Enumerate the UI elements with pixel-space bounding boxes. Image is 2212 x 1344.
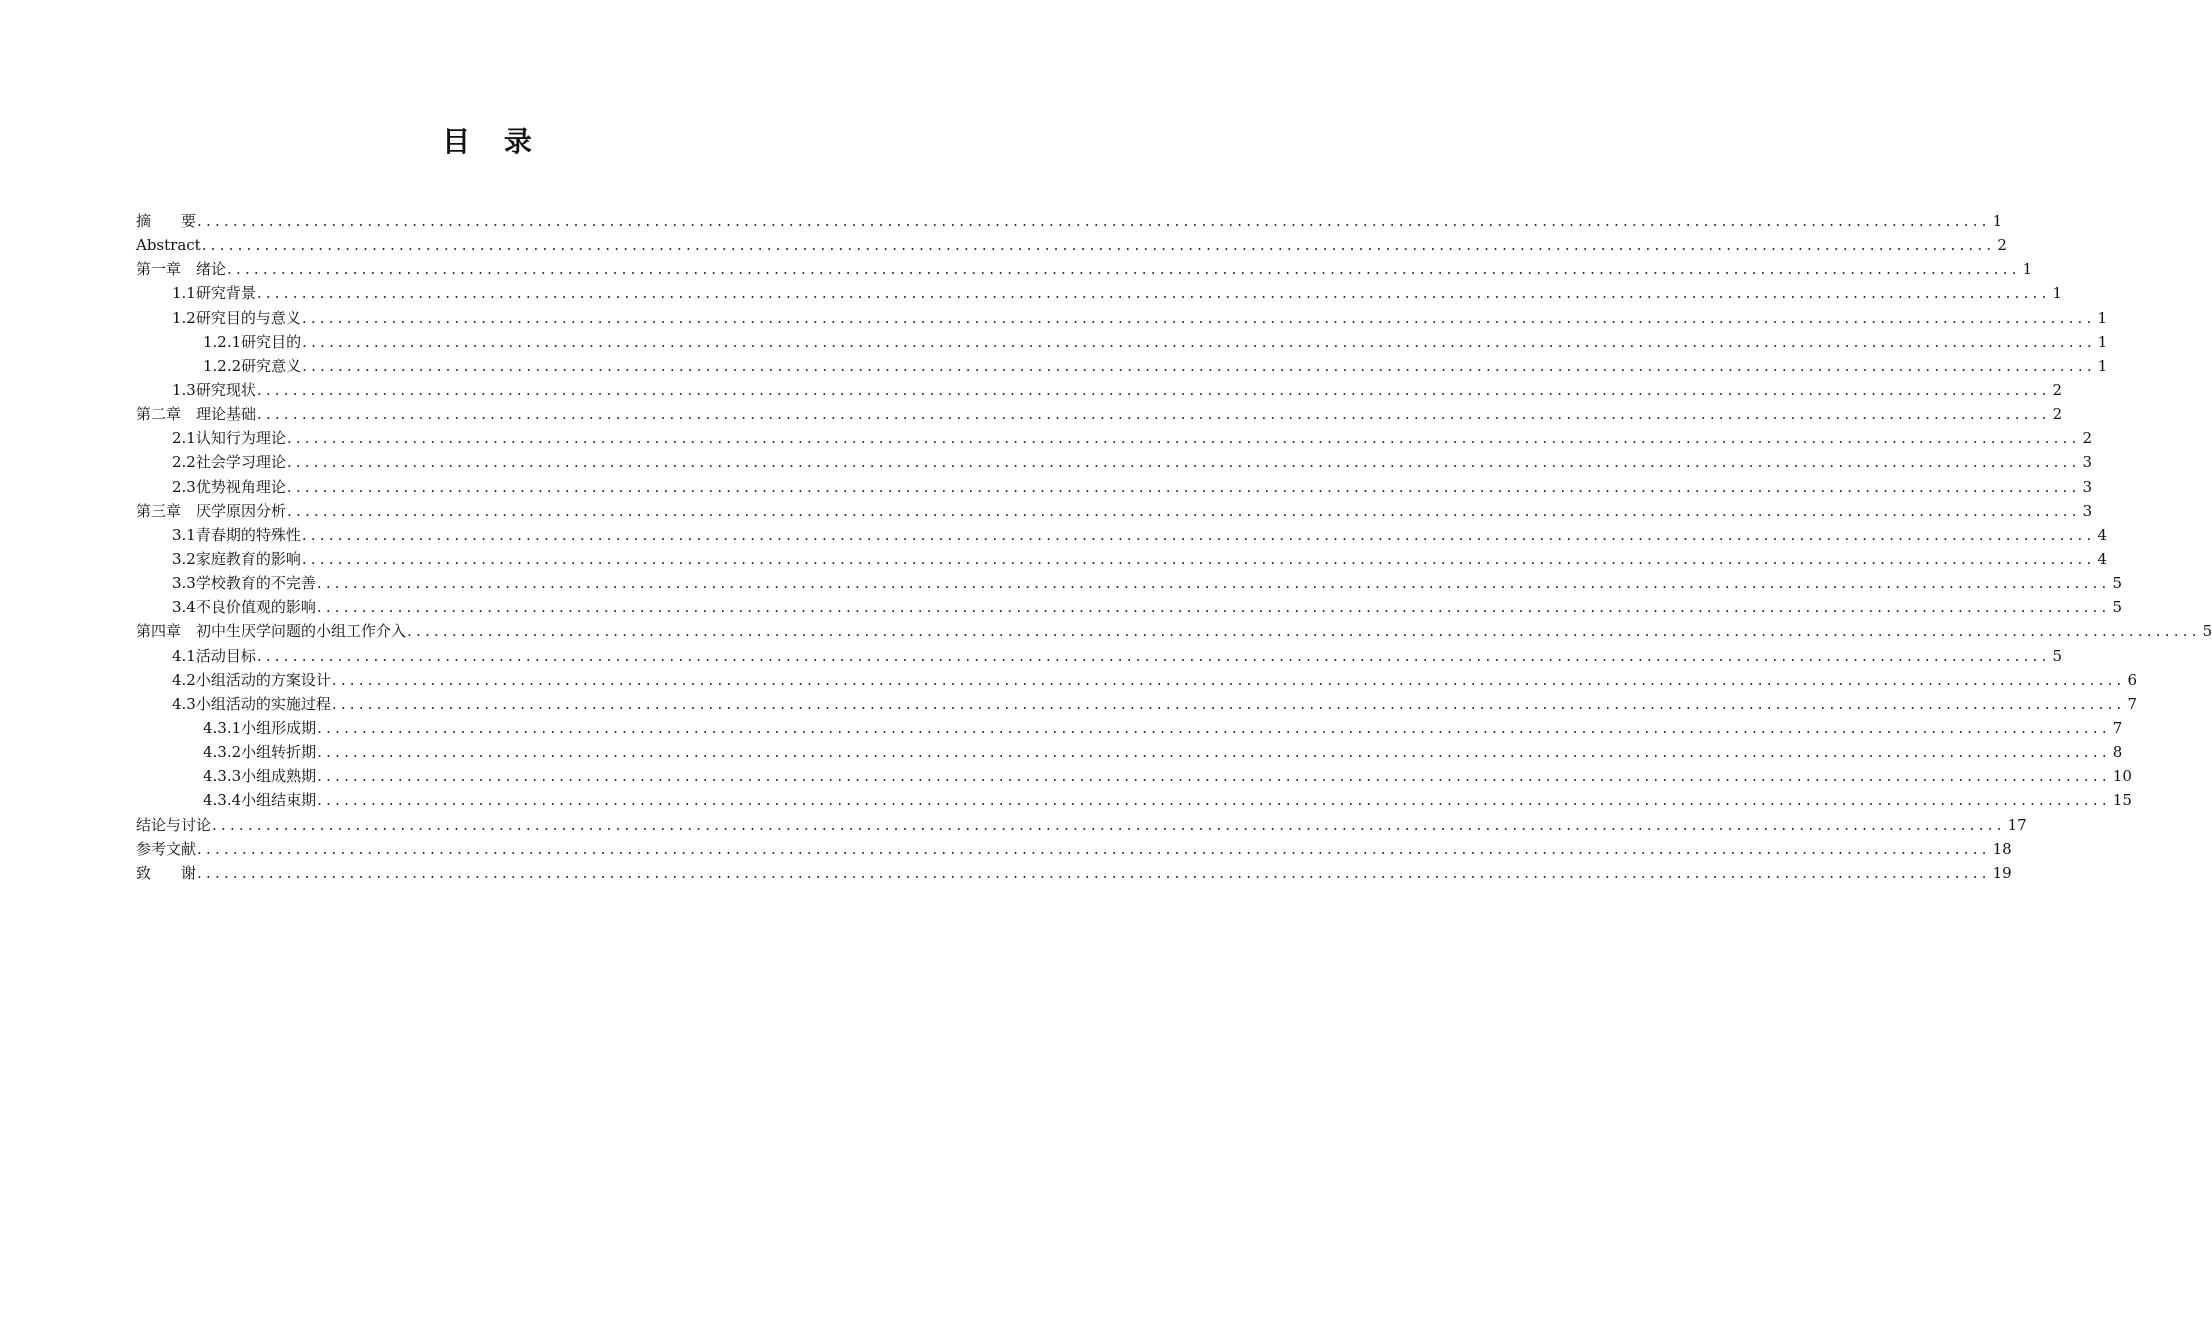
- toc-entry[interactable]: [136, 813, 2027, 837]
- dot-leader: ........................................................................................................................................................................................................: [331, 670, 2126, 689]
- toc-entry[interactable]: [136, 764, 2132, 788]
- dot-leader: ........................................................................................................................................................................................................: [286, 477, 2081, 496]
- dot-leader: ........................................................................................................................................................................................................: [197, 212, 1991, 230]
- toc-entry-label[interactable]: Abstract: [136, 236, 201, 255]
- toc-entry-label[interactable]: 结论与讨论: [136, 815, 212, 834]
- toc-entry[interactable]: [136, 233, 2007, 257]
- toc-entry-page-number: 1: [2097, 308, 2108, 327]
- dot-leader: ........................................................................................................................................................................................................: [197, 863, 1991, 882]
- dot-leader: ........................................................................................................................................................................................................: [201, 236, 1996, 255]
- dot-leader: ........................................................................................................................................................................................................: [316, 574, 2111, 593]
- toc-entry[interactable]: [136, 354, 2108, 378]
- toc-entry-page-number: 6: [2127, 670, 2138, 689]
- toc-entry[interactable]: [136, 716, 2123, 740]
- toc-entry-page-number: 19: [1992, 863, 2012, 882]
- toc-entry[interactable]: [136, 619, 2212, 643]
- toc-entry-label[interactable]: 4.3.4小组结束期: [203, 791, 317, 810]
- dot-leader: ........................................................................................................................................................................................................: [317, 767, 2111, 786]
- dot-leader: ........................................................................................................................................................................................................: [302, 356, 2096, 375]
- dot-leader: ........................................................................................................................................................................................................: [256, 284, 2051, 303]
- toc-entry-label[interactable]: 第三章 厌学原因分析: [136, 501, 287, 520]
- toc-entry-page-number: 1: [2022, 260, 2033, 279]
- toc-entry-label[interactable]: 4.3.1小组形成期: [203, 718, 317, 737]
- toc-entry[interactable]: [136, 523, 2108, 547]
- toc-entry-label[interactable]: 1.2.1研究目的: [203, 332, 302, 351]
- dot-leader: ........................................................................................................................................................................................................: [301, 308, 2096, 327]
- dot-leader: ........................................................................................................................................................................................................: [302, 332, 2096, 351]
- toc-entry-label[interactable]: 第四章 初中生厌学问题的小组工作介入: [136, 622, 407, 641]
- toc-entry[interactable]: [136, 499, 2093, 523]
- dot-leader: ........................................................................................................................................................................................................: [256, 646, 2051, 665]
- dot-leader: ........................................................................................................................................................................................................: [287, 501, 2081, 520]
- toc-entry-label[interactable]: 2.1认知行为理论: [172, 429, 286, 448]
- dot-leader: ........................................................................................................................................................................................................: [301, 525, 2096, 544]
- toc-entry-page-number: 3: [2082, 501, 2093, 520]
- toc-entry[interactable]: [136, 692, 2138, 716]
- toc-entry-label[interactable]: 4.3.2小组转折期: [203, 743, 317, 762]
- toc-entry[interactable]: [136, 837, 2012, 861]
- toc-entry[interactable]: [136, 644, 2063, 668]
- toc-entry-label[interactable]: 4.2小组活动的方案设计: [172, 670, 331, 689]
- dot-leader: ........................................................................................................................................................................................................: [227, 260, 2021, 279]
- toc-entry[interactable]: [136, 281, 2063, 305]
- toc-entry-page-number: 2: [2052, 405, 2063, 424]
- toc-entry[interactable]: [136, 547, 2108, 571]
- toc-entry-label[interactable]: 3.1青春期的特殊性: [172, 525, 301, 544]
- toc-entry-page-number: 1: [2097, 356, 2108, 375]
- toc-entry[interactable]: [136, 595, 2123, 619]
- toc-entry[interactable]: [136, 861, 2012, 885]
- dot-leader: ........................................................................................................................................................................................................: [197, 839, 1991, 858]
- toc-entry[interactable]: [136, 788, 2132, 812]
- toc-entry-label[interactable]: 摘 要: [136, 212, 197, 230]
- toc-entry[interactable]: [136, 378, 2063, 402]
- dot-leader: ........................................................................................................................................................................................................: [301, 549, 2096, 568]
- toc-entry-page-number: 8: [2112, 743, 2123, 762]
- dot-leader: ........................................................................................................................................................................................................: [317, 718, 2111, 737]
- toc-entry-page-number: 5: [2052, 646, 2063, 665]
- toc-entry-label[interactable]: 致 谢: [136, 863, 197, 882]
- toc-entry-label[interactable]: 参考文献: [136, 839, 197, 858]
- toc-entry-page-number: 10: [2112, 767, 2132, 786]
- toc-entry[interactable]: [136, 475, 2093, 499]
- dot-leader: ........................................................................................................................................................................................................: [286, 453, 2081, 472]
- toc-entry-page-number: 2: [1997, 236, 2007, 255]
- toc-entry[interactable]: [136, 450, 2093, 474]
- toc-entry-label[interactable]: 1.2研究目的与意义: [172, 308, 301, 327]
- toc-entry-page-number: 7: [2127, 694, 2138, 713]
- toc-entry-page-number: 3: [2082, 453, 2093, 472]
- toc-entry-label[interactable]: 4.3.3小组成熟期: [203, 767, 317, 786]
- toc-entry-page-number: 2: [2082, 429, 2093, 448]
- toc-entry-page-number: 1: [1992, 212, 2003, 230]
- toc-entry-label[interactable]: 3.4不良价值观的影响: [172, 598, 316, 617]
- toc-entry-label[interactable]: 3.3学校教育的不完善: [172, 574, 316, 593]
- toc-entry-page-number: 17: [2007, 815, 2027, 834]
- toc-entry-label[interactable]: 4.1活动目标: [172, 646, 256, 665]
- toc-entry[interactable]: [136, 668, 2138, 692]
- toc-entry-label[interactable]: 2.3优势视角理论: [172, 477, 286, 496]
- toc-entry[interactable]: [136, 740, 2123, 764]
- toc-entry-page-number: 3: [2082, 477, 2093, 496]
- dot-leader: ........................................................................................................................................................................................................: [317, 743, 2111, 762]
- toc-entry-page-number: 5: [2202, 622, 2212, 641]
- toc-entry[interactable]: [136, 571, 2123, 595]
- toc-entry-page-number: 7: [2112, 718, 2123, 737]
- toc-entry-label[interactable]: 第一章 绪论: [136, 260, 227, 279]
- dot-leader: ........................................................................................................................................................................................................: [316, 598, 2111, 617]
- dot-leader: ........................................................................................................................................................................................................: [317, 791, 2111, 810]
- table-of-contents: [136, 209, 2212, 885]
- toc-entry-label[interactable]: 1.3研究现状: [172, 380, 256, 399]
- page-title: 目 录: [442, 125, 544, 158]
- toc-entry[interactable]: [136, 257, 2033, 281]
- dot-leader: ........................................................................................................................................................................................................: [407, 622, 2201, 641]
- dot-leader: ........................................................................................................................................................................................................: [331, 694, 2126, 713]
- toc-entry-label[interactable]: 4.3小组活动的实施过程: [172, 694, 331, 713]
- toc-entry[interactable]: [136, 306, 2108, 330]
- toc-entry-page-number: 1: [2097, 332, 2108, 351]
- dot-leader: ........................................................................................................................................................................................................: [286, 429, 2081, 448]
- toc-entry-label[interactable]: 2.2社会学习理论: [172, 453, 286, 472]
- dot-leader: ........................................................................................................................................................................................................: [256, 380, 2051, 399]
- toc-entry-page-number: 4: [2097, 525, 2108, 544]
- toc-entry-page-number: 1: [2052, 284, 2063, 303]
- dot-leader: ........................................................................................................................................................................................................: [212, 815, 2006, 834]
- toc-entry[interactable]: [136, 330, 2108, 354]
- toc-entry[interactable]: [136, 402, 2063, 426]
- toc-entry-page-number: 18: [1992, 839, 2012, 858]
- toc-entry-page-number: 5: [2112, 574, 2123, 593]
- toc-entry-page-number: 15: [2112, 791, 2132, 810]
- dot-leader: ........................................................................................................................................................................................................: [257, 405, 2051, 424]
- toc-entry[interactable]: [136, 209, 2003, 233]
- toc-entry-label[interactable]: 3.2家庭教育的影响: [172, 549, 301, 568]
- toc-entry-page-number: 5: [2112, 598, 2123, 617]
- toc-entry-page-number: 2: [2052, 380, 2063, 399]
- toc-entry-label[interactable]: 1.1研究背景: [172, 284, 256, 303]
- toc-entry[interactable]: [136, 426, 2093, 450]
- toc-entry-page-number: 4: [2097, 549, 2108, 568]
- toc-entry-label[interactable]: 第二章 理论基础: [136, 405, 257, 424]
- toc-entry-label[interactable]: 1.2.2研究意义: [203, 356, 302, 375]
